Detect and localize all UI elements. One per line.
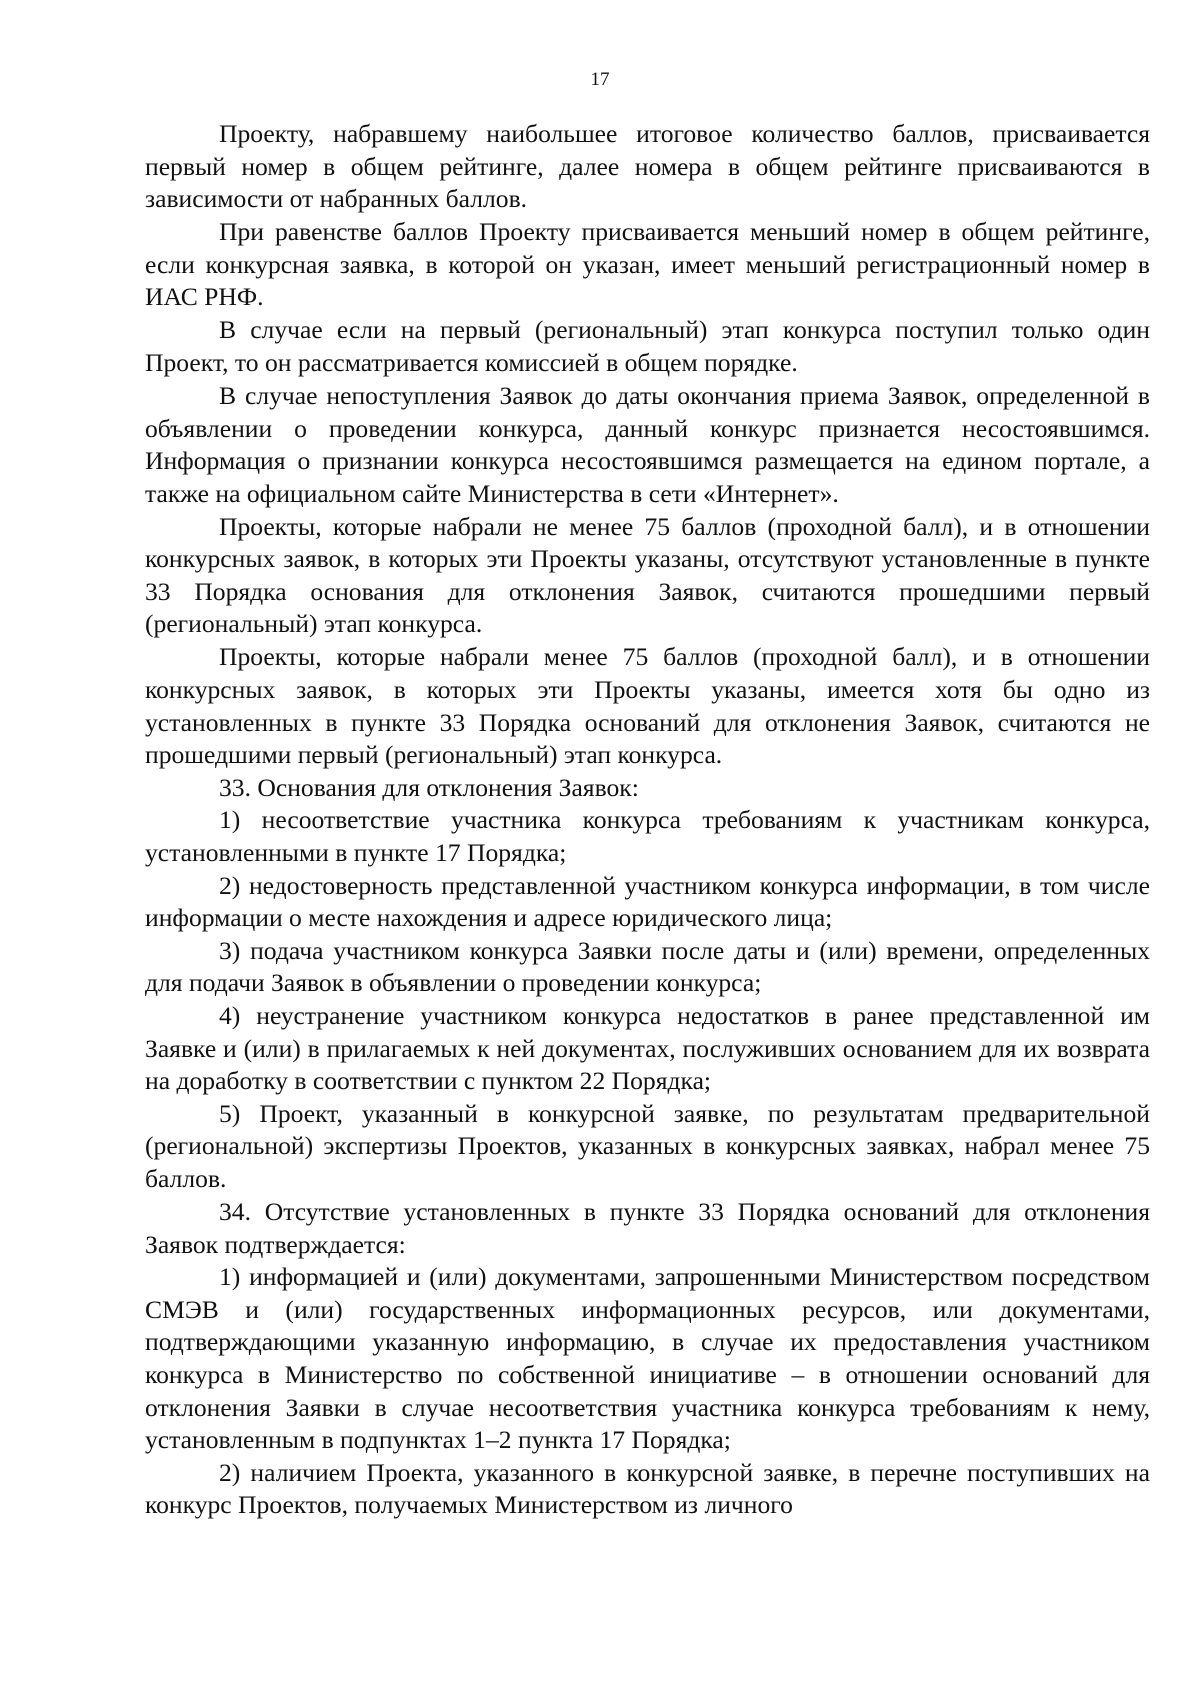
section-33-item-3: 3) подача участником конкурса Заявки после даты и (или) времени, определенных для подачи Заявок в объявлении о проведении конкурса; [145, 935, 1150, 998]
paragraph-equal-scores: При равенстве баллов Проекту присваивается меньший номер в общем рейтинге, если конкурсная заявка, в которой он указан, имеет меньший регистрационный номер в ИАС РНФ. [145, 217, 1150, 312]
paragraph-failed-projects: Проекты, которые набрали менее 75 баллов (проходной балл), и в отношении конкурсных заявок, в которых эти Проекты указаны, имеется хотя бы одно из установленных в пункте 33 Порядка оснований для отклонения Заявок, считаются не прошедшими первый (региональный) этап конкурса. [145, 642, 1150, 770]
section-33-heading: 33. Основания для отклонения Заявок: [219, 772, 639, 802]
paragraph-passed-projects: Проекты, которые набрали не менее 75 баллов (проходной балл), и в отношении конкурсных заявок, в которых эти Проекты указаны, отсутствуют установленные в пункте 33 Порядка основания для отклонения Заявок, считаются прошедшими первый (региональный) этап конкурса. [145, 511, 1150, 639]
paragraph-single-project: В случае если на первый (региональный) этап конкурса поступил только один Проект, то он рассматривается комиссией в общем порядке. [145, 315, 1150, 377]
section-34-heading: 34. Отсутствие установленных в пункте 33 Порядка оснований для отклонения Заявок подтверждается: [145, 1196, 1150, 1259]
section-33-item-4: 4) неустранение участником конкурса недостатков в ранее представленной им Заявке и (или) в прилагаемых к ней документах, послуживших основанием для их возврата на доработку в соответствии с пунктом 22 Порядка; [145, 1000, 1150, 1096]
paragraph-project-ranking: Проекту, набравшему наибольшее итоговое количество баллов, присваивается первый номер в общем рейтинге, далее номера в общем рейтинге присваиваются в зависимости от набранных баллов. [145, 119, 1150, 214]
page-number: 17 [590, 69, 610, 90]
section-33-item-2: 2) недостоверность представленной участником конкурса информации, в том числе информации о месте нахождения и адресе юридического лица; [145, 870, 1150, 933]
section-34-item-1: 1) информацией и (или) документами, запрошенными Министерством посредством СМЭВ и (или) государственных информационных ресурсов, или документами, подтверждающими указанную информацию, в случае их предоставления участником конкурса в Министерство по собственной инициативе – в отношении оснований для отклонения Заявки в случае несоответствия участника конкурса требованиям к нему, установленным в подпунктах 1–2 пункта 17 Порядка; [145, 1262, 1150, 1455]
section-33-item-1: 1) несоответствие участника конкурса требованиям к участникам конкурса, установленными в пункте 17 Порядка; [145, 805, 1150, 868]
section-34-item-2: 2) наличием Проекта, указанного в конкурсной заявке, в перечне поступивших на конкурс Проектов, получаемых Министерством из личного [145, 1457, 1150, 1520]
section-33-item-5: 5) Проект, указанный в конкурсной заявке, по результатам предварительной (региональной) экспертизы Проектов, указанных в конкурсных заявках, набрал менее 75 баллов. [145, 1098, 1150, 1193]
document-body [145, 118, 1150, 1522]
paragraph-no-applications: В случае непоступления Заявок до даты окончания приема Заявок, определенной в объявлении о проведении конкурса, данный конкурс признается несостоявшимся. Информация о признании конкурса несостоявшимся размещается на едином портале, а также на официальном сайте Министерства в сети «Интернет». [145, 380, 1150, 508]
